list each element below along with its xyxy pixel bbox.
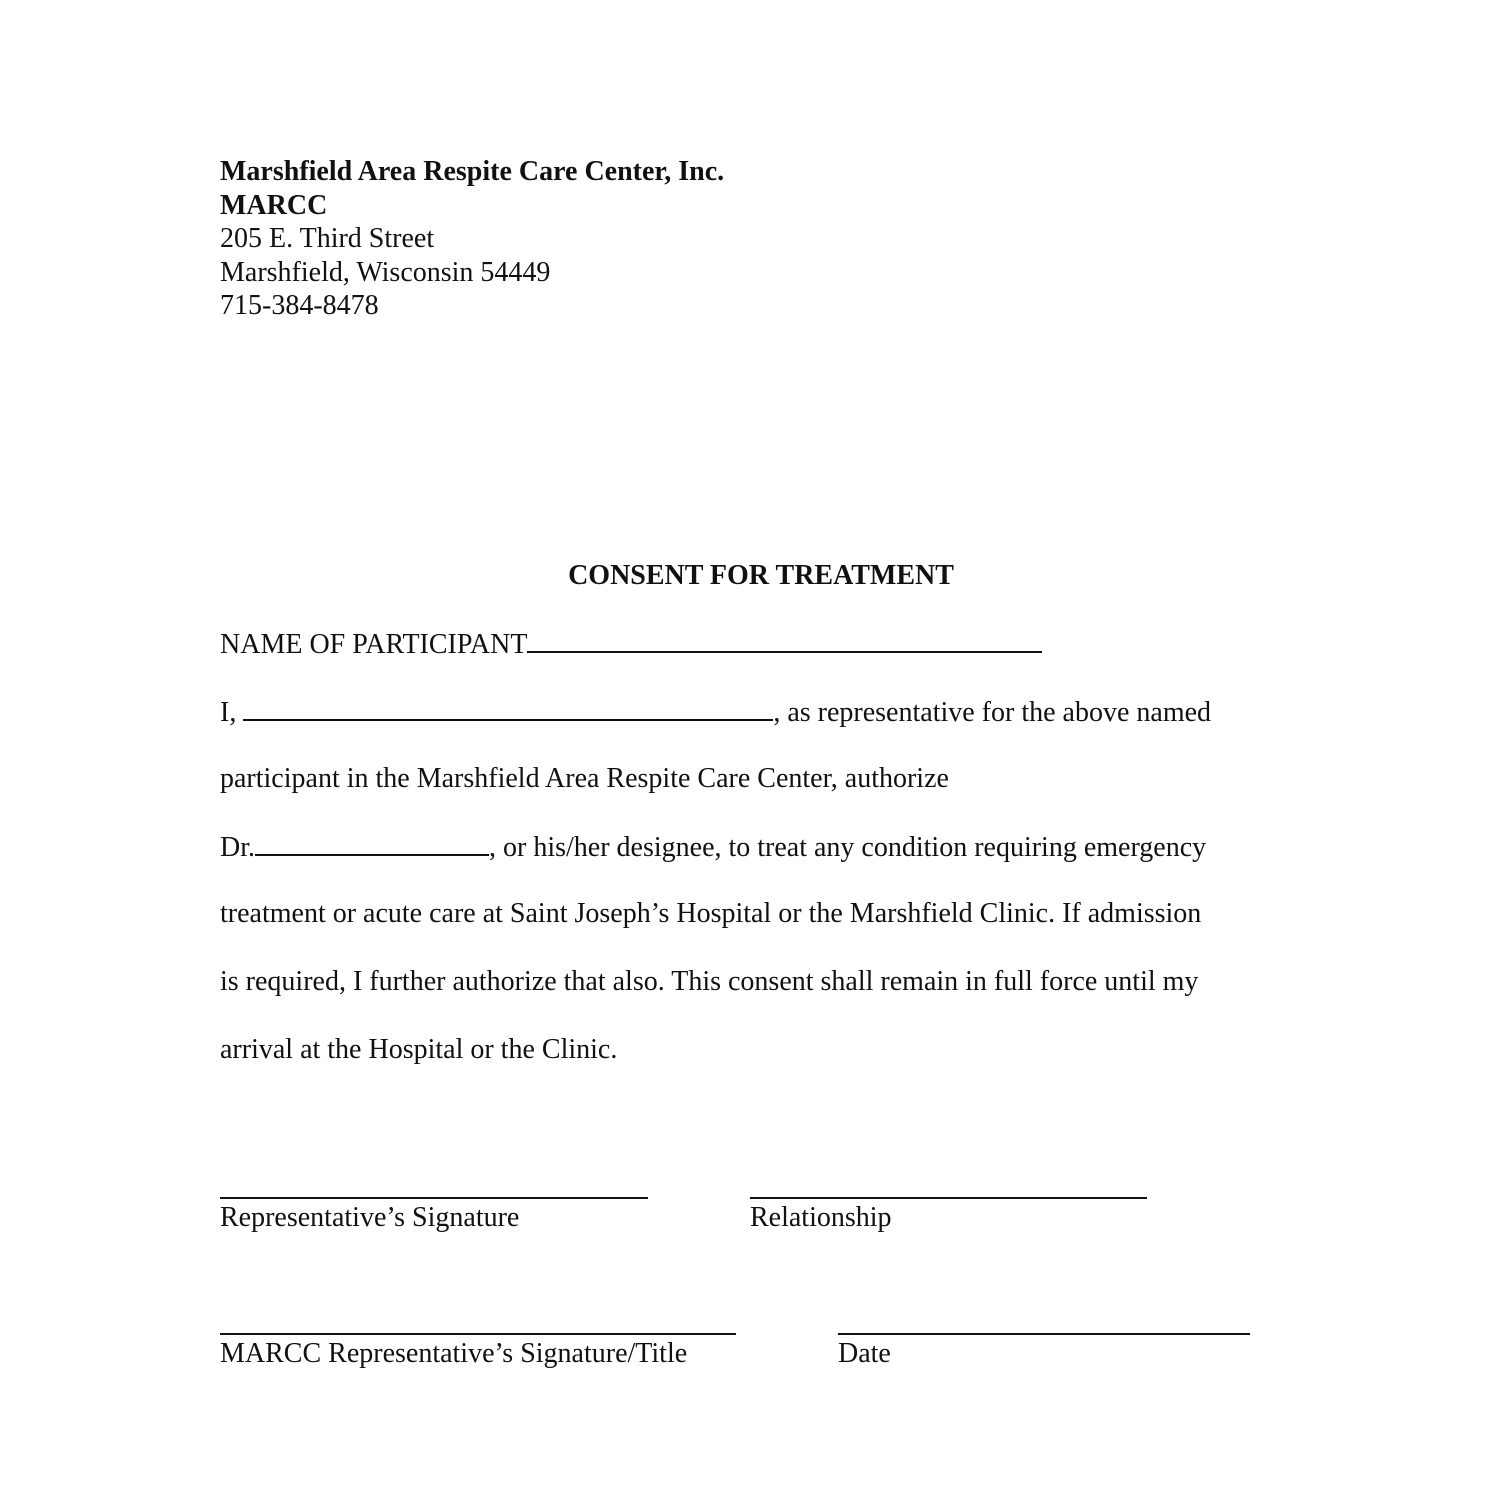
org-name: Marshfield Area Respite Care Center, Inc. xyxy=(220,156,725,187)
dr-prefix: Dr. xyxy=(220,832,255,863)
participant-name-blank[interactable] xyxy=(527,627,1042,653)
body-line-2: participant in the Marshfield Area Respite Care Center, authorize xyxy=(220,763,949,794)
organization-header xyxy=(220,155,724,323)
participant-label: NAME OF PARTICIPANT xyxy=(220,629,528,660)
doctor-line xyxy=(220,830,1206,864)
relationship-label: Relationship xyxy=(750,1202,892,1233)
date-label: Date xyxy=(838,1338,891,1369)
org-phone: 715-384-8478 xyxy=(220,290,379,321)
rep-suffix: , as representative for the above named xyxy=(773,697,1212,728)
representative-line xyxy=(220,695,1211,729)
relationship-line[interactable] xyxy=(750,1197,1147,1199)
representative-name-blank[interactable] xyxy=(243,695,773,721)
marcc-signature-label: MARCC Representative’s Signature/Title xyxy=(220,1338,688,1369)
participant-name-line xyxy=(220,627,1042,661)
org-abbreviation: MARCC xyxy=(220,189,328,221)
doctor-name-blank[interactable] xyxy=(255,830,489,856)
rep-prefix: I, xyxy=(220,697,244,728)
document-title: CONSENT FOR TREATMENT xyxy=(568,560,954,591)
body-line-4: treatment or acute care at Saint Joseph’s Hospital or the Marshfield Clinic. If admission xyxy=(220,898,1202,929)
body-line-6: arrival at the Hospital or the Clinic. xyxy=(220,1034,618,1065)
org-city: Marshfield, Wisconsin 54449 xyxy=(220,256,551,288)
body-line-5: is required, I further authorize that also. This consent shall remain in full force until my xyxy=(220,966,1199,997)
date-line[interactable] xyxy=(838,1333,1250,1335)
rep-signature-label: Representative’s Signature xyxy=(220,1202,520,1233)
dr-suffix: , or his/her designee, to treat any condition requiring emergency xyxy=(489,832,1207,863)
marcc-signature-line[interactable] xyxy=(220,1333,736,1335)
org-street: 205 E. Third Street xyxy=(220,223,435,254)
rep-signature-line[interactable] xyxy=(220,1197,648,1199)
